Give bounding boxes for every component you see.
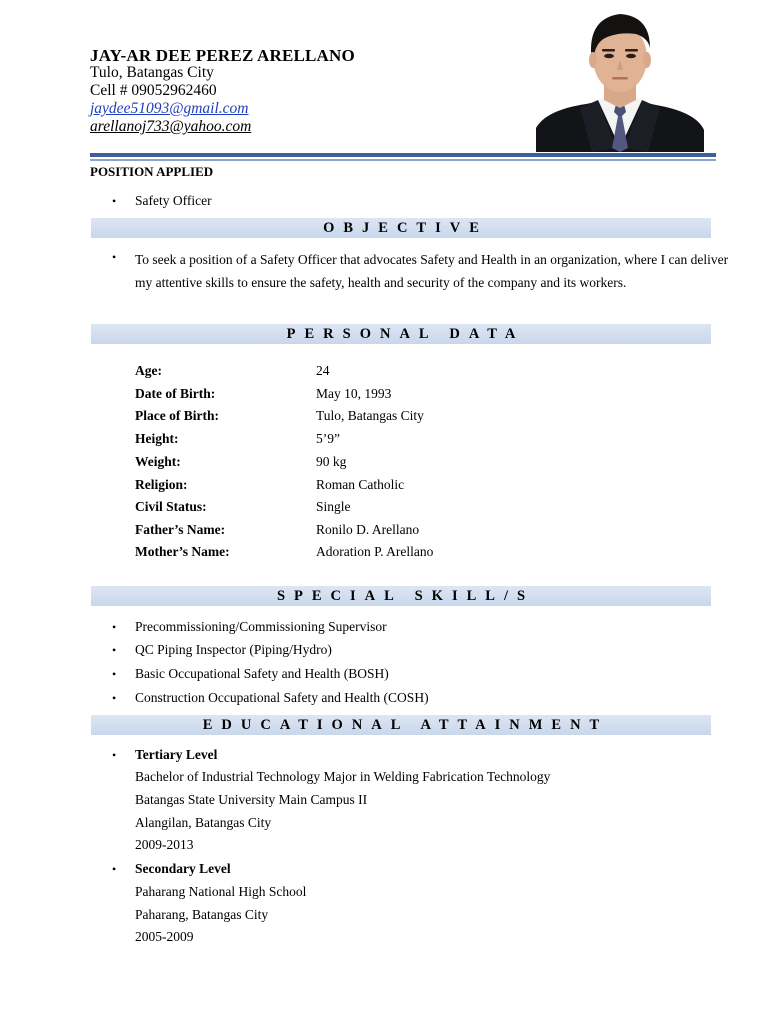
- education-location-tertiary: Alangilan, Batangas City: [135, 815, 272, 830]
- email-secondary-link[interactable]: arellanoj733@yahoo.com: [90, 118, 252, 135]
- field-value-father: Ronilo D. Arellano: [316, 522, 420, 537]
- position-applied-item: Safety Officer: [135, 193, 212, 208]
- education-school-tertiary: Batangas State University Main Campus II: [135, 792, 368, 807]
- field-label-civil-status: Civil Status:: [135, 499, 207, 514]
- section-header-personal-data: PERSONAL DATA: [91, 324, 711, 344]
- portrait-image: [536, 8, 704, 152]
- field-value-height: 5’9”: [316, 431, 340, 446]
- email-primary-link[interactable]: jaydee51093@gmail.com: [90, 100, 249, 117]
- section-header-special-skills: SPECIAL SKILL/S: [91, 586, 711, 606]
- bullet-icon: •: [112, 194, 117, 208]
- education-level-secondary: Secondary Level: [135, 861, 231, 876]
- bullet-icon: •: [112, 691, 117, 705]
- field-label-dob: Date of Birth:: [135, 386, 216, 401]
- bullet-icon: •: [112, 667, 117, 681]
- field-value-pob: Tulo, Batangas City: [316, 408, 424, 423]
- bullet-icon: •: [112, 748, 117, 762]
- field-value-dob: May 10, 1993: [316, 386, 392, 401]
- field-value-age: 24: [316, 363, 330, 378]
- field-value-mother: Adoration P. Arellano: [316, 544, 434, 559]
- bullet-icon: •: [112, 620, 117, 634]
- education-years-secondary: 2005-2009: [135, 929, 194, 944]
- bullet-icon: •: [112, 643, 117, 657]
- field-value-civil-status: Single: [316, 499, 351, 514]
- skill-item: Basic Occupational Safety and Health (BOSH): [135, 666, 389, 681]
- skill-item: QC Piping Inspector (Piping/Hydro): [135, 642, 332, 657]
- header-divider-thin: [90, 159, 716, 161]
- field-label-pob: Place of Birth:: [135, 408, 219, 423]
- objective-text: To seek a position of a Safety Officer that advocates Safety and Health in an organization, where I can deliver my attentive skills to ensure the safety, health and security of the company and its workers.: [135, 252, 729, 290]
- education-years-tertiary: 2009-2013: [135, 837, 194, 852]
- header-divider: [90, 153, 716, 157]
- field-label-weight: Weight:: [135, 454, 181, 469]
- field-value-religion: Roman Catholic: [316, 477, 405, 492]
- bullet-icon: •: [112, 250, 117, 264]
- field-label-mother: Mother’s Name:: [135, 544, 230, 559]
- section-header-education: EDUCATIONAL ATTAINMENT: [91, 715, 711, 735]
- field-label-height: Height:: [135, 431, 179, 446]
- education-degree: Bachelor of Industrial Technology Major in Welding Fabrication Technology: [135, 769, 551, 784]
- bullet-icon: •: [112, 862, 117, 876]
- field-label-age: Age:: [135, 363, 162, 378]
- section-header-objective: OBJECTIVE: [91, 218, 711, 238]
- position-applied-label: POSITION APPLIED: [90, 164, 214, 179]
- applicant-address: Tulo, Batangas City: [90, 64, 214, 81]
- field-value-weight: 90 kg: [316, 454, 347, 469]
- skill-item: Construction Occupational Safety and Health (COSH): [135, 690, 429, 705]
- education-school-secondary: Paharang National High School: [135, 884, 307, 899]
- skill-item: Precommissioning/Commissioning Supervisor: [135, 619, 387, 634]
- field-label-religion: Religion:: [135, 477, 188, 492]
- applicant-cell: Cell # 09052962460: [90, 82, 217, 99]
- applicant-name: JAY-AR DEE PEREZ ARELLANO: [90, 46, 355, 65]
- applicant-photo: [536, 8, 704, 152]
- field-label-father: Father’s Name:: [135, 522, 226, 537]
- education-location-secondary: Paharang, Batangas City: [135, 907, 269, 922]
- education-level-tertiary: Tertiary Level: [135, 747, 218, 762]
